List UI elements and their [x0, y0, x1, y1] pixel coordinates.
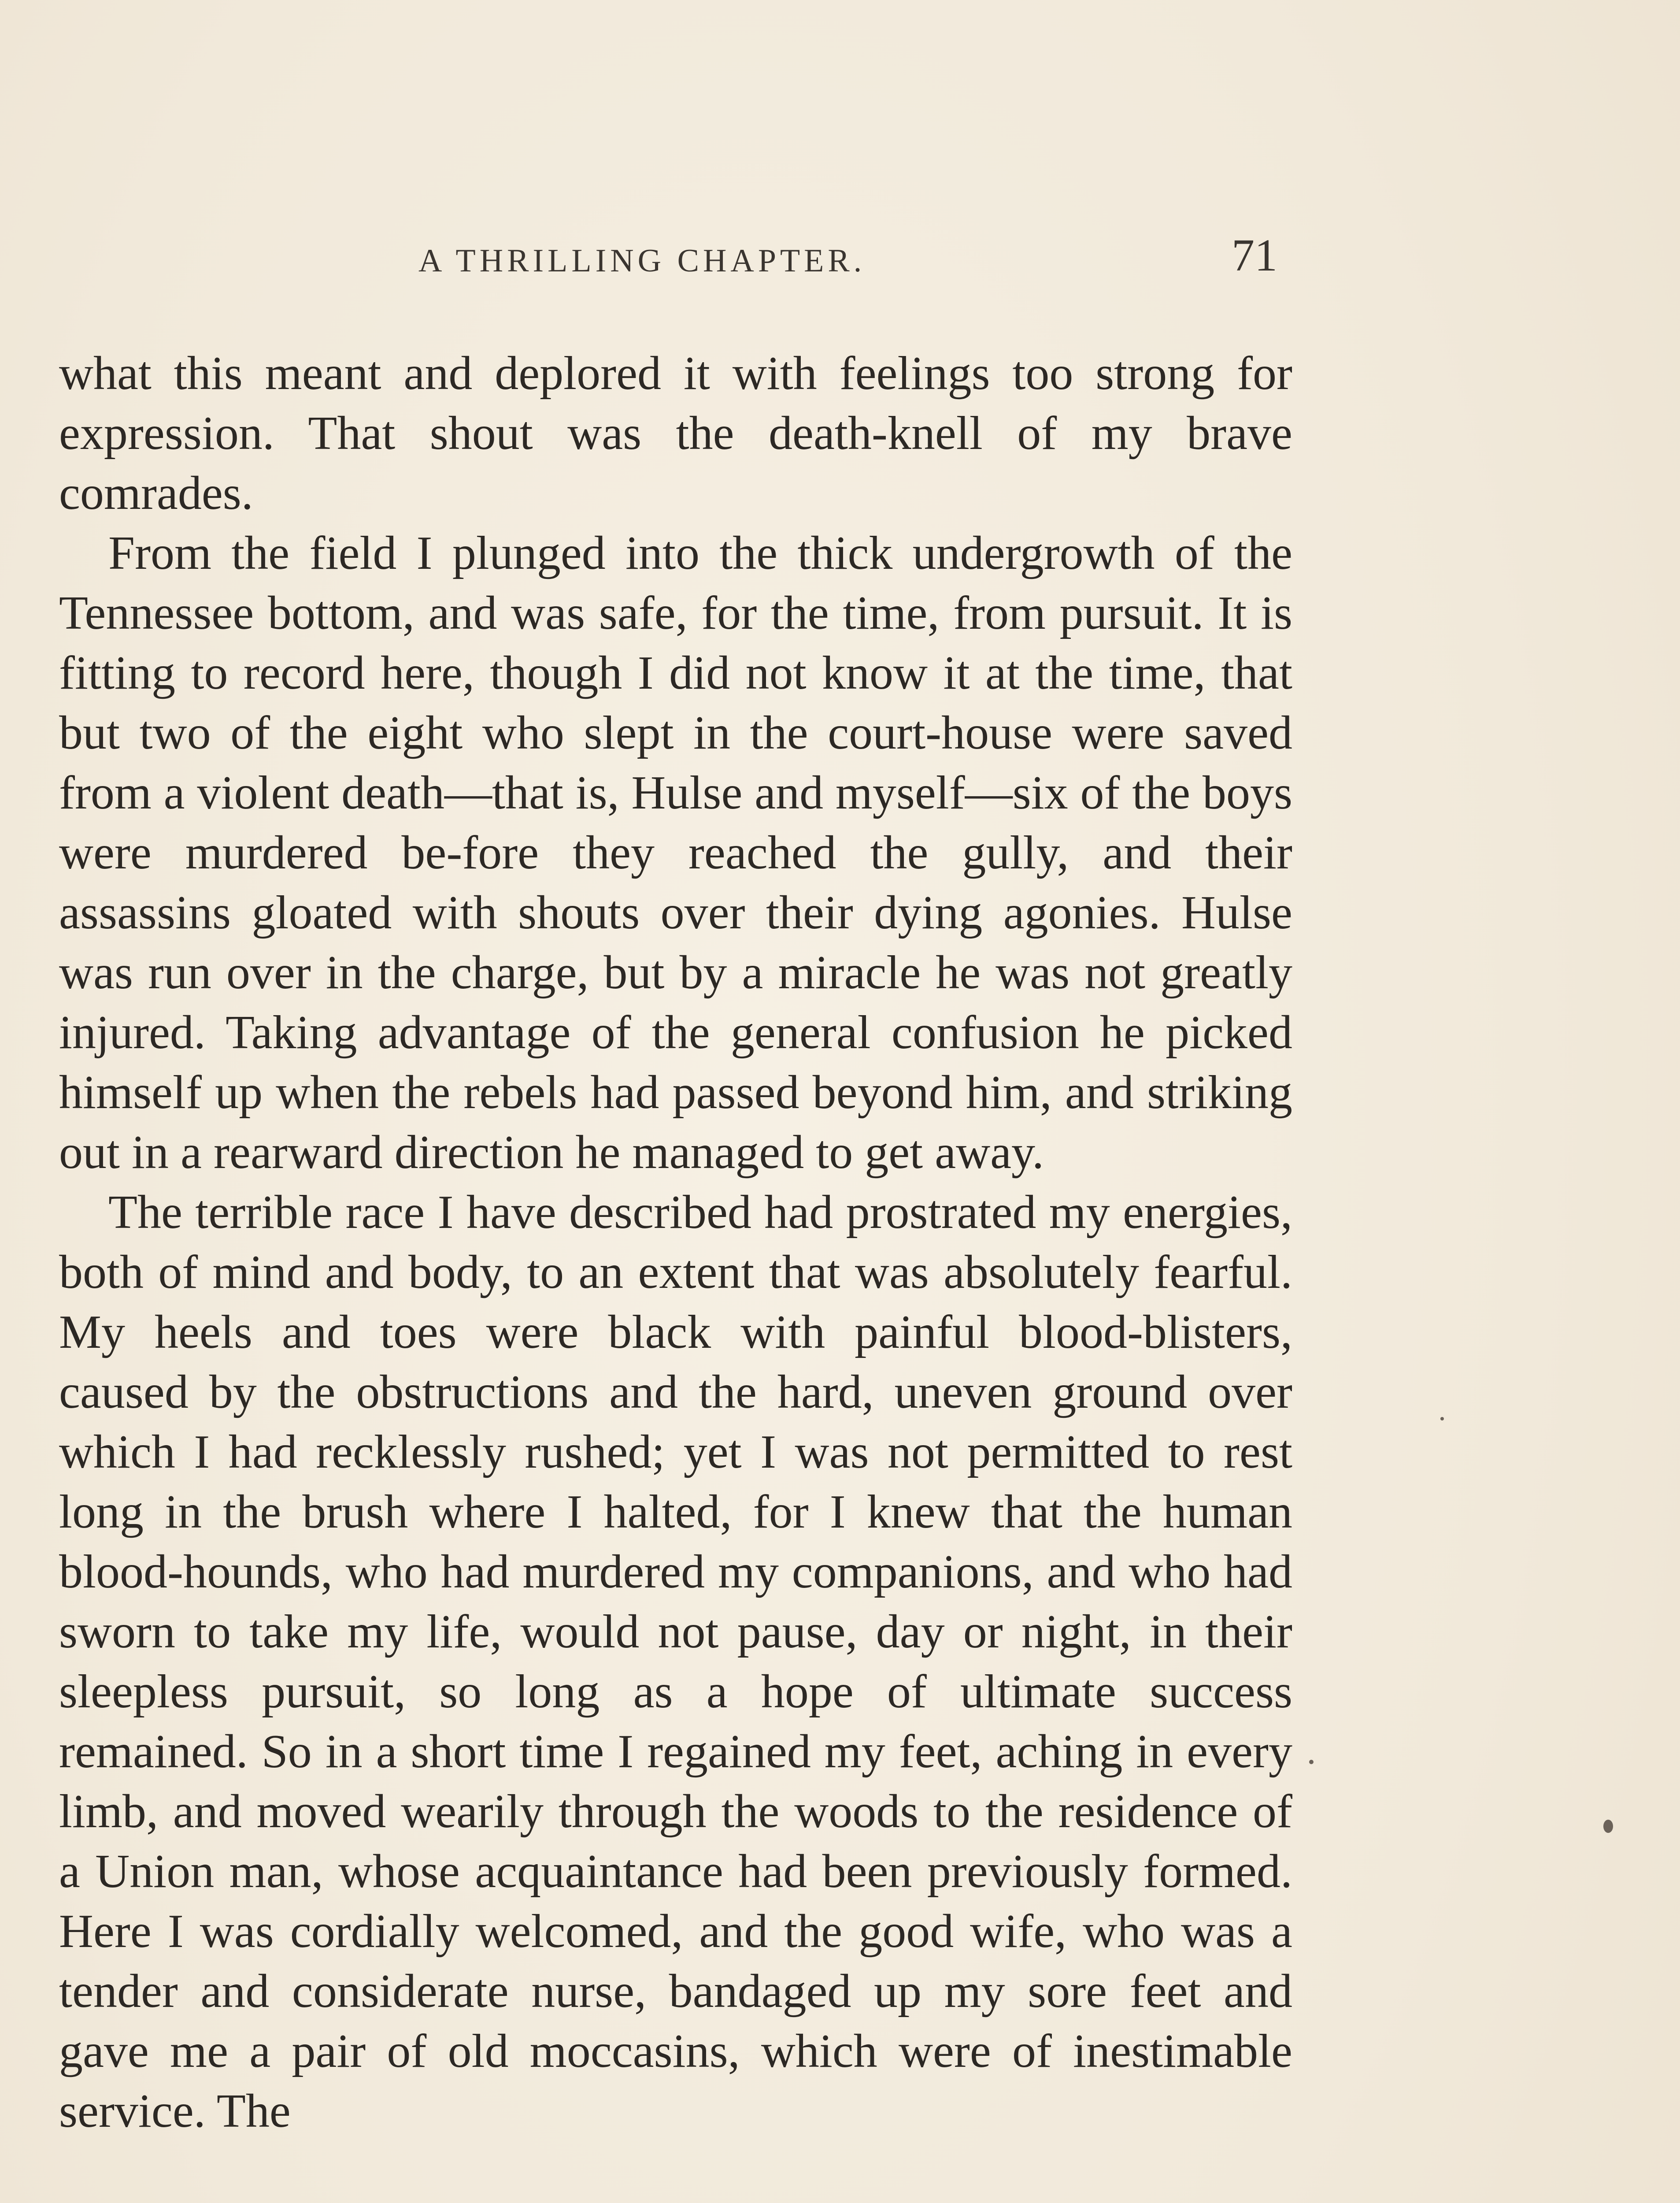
ink-speck [1440, 1417, 1444, 1420]
paragraph: The terrible race I have described had prostrated my energies, both of mind and body, to an extent that was absolutely fearful. My heels and toes were black with painful blood-blisters, caused by the obstructions and the hard, uneven ground over which I had recklessly rushed; yet I was not permitted to rest long in the brush where I halted, for I knew that the human blood-hounds, who had murdered my companions, and who had sworn to take my life, would not pause, day or night, in their sleepless pursuit, so long as a hope of ultimate success remained. So in a short time I regained my feet, aching in every limb, and moved wearily through the woods to the residence of a Union man, whose acquaintance had been previously formed. Here I was cordially welcomed, and the good wife, who was a tender and considerate nurse, bandaged up my sore feet and gave me a pair of old moccasins, which were of inestimable service. The [59, 1186, 1292, 2137]
paragraph: From the field I plunged into the thick undergrowth of the Tennessee bottom, and was safe, for the time, from pursuit. It is fitting to record here, though I did not know it at the time, that but two of the eight who slept in the court-house were saved from a violent death—that is, Hulse and myself—six of the boys were murdered be-fore they reached the gully, and their assassins gloated with shouts over their dying agonies. Hulse was run over in the charge, but by a miracle he was not greatly injured. Taking advantage of the general confusion he picked himself up when the rebels had passed beyond him, and striking out in a rearward direction he managed to get away. [59, 527, 1292, 1179]
ink-speck [1309, 1760, 1314, 1764]
page-header [62, 229, 1277, 282]
ink-speck [1603, 1820, 1613, 1833]
page-number: 71 [1232, 230, 1277, 281]
paragraph: what this meant and deplored it with feelings too strong for expression. That shout was the death-knell of my brave comrades. [59, 347, 1292, 519]
running-head: A THRILLING CHAPTER. [418, 243, 866, 279]
body-text [59, 344, 1292, 2141]
